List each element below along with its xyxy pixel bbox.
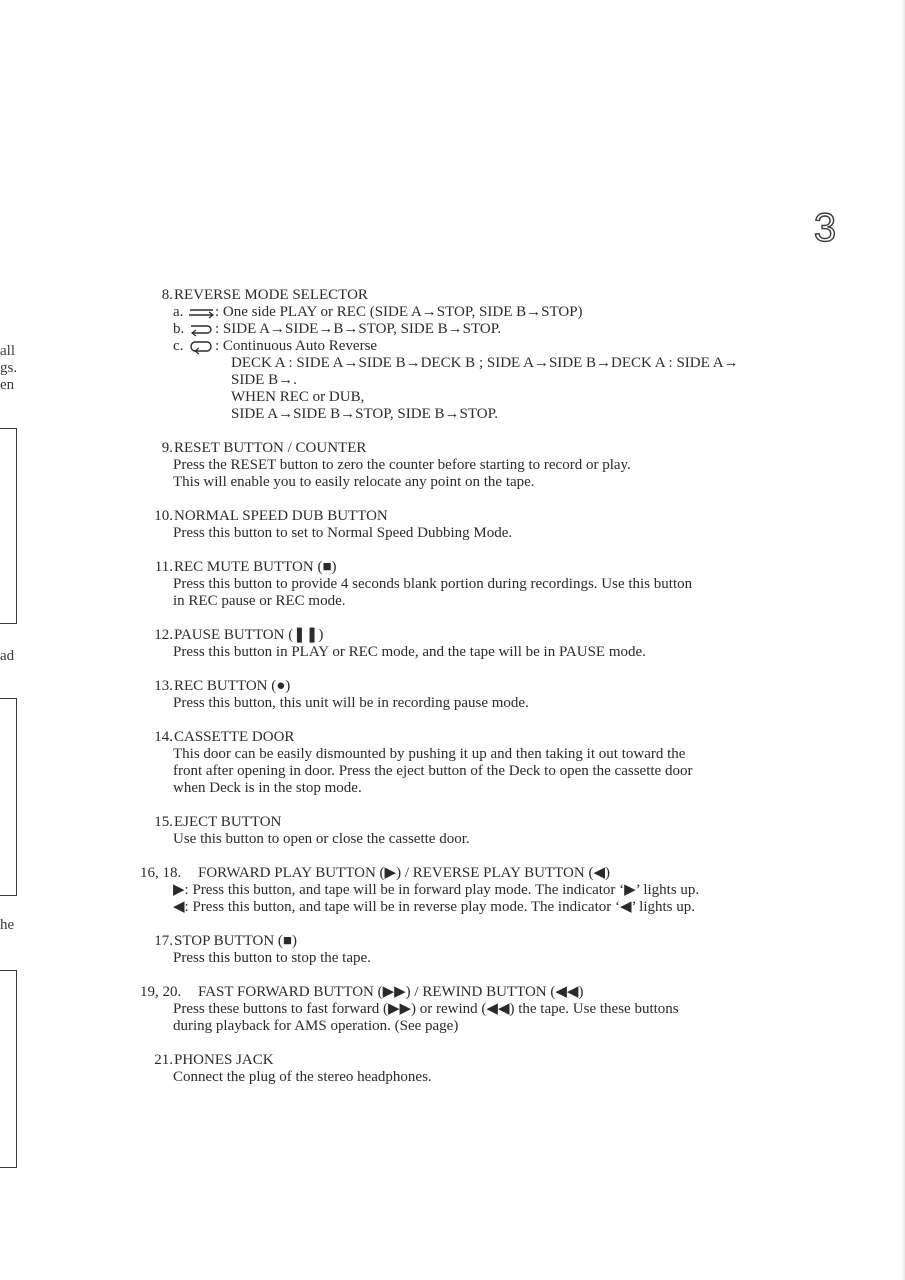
item-description-line: Press this button to stop the tape. <box>173 950 371 966</box>
mode-detail-line: SIDE A→SIDE B→STOP, SIDE B→STOP. <box>231 406 499 422</box>
mode-letter: c. <box>173 338 184 354</box>
item-description-line: Press this button in PLAY or REC mode, and the tape will be in PAUSE mode. <box>173 644 646 660</box>
item-title: STOP BUTTON (■) <box>174 933 297 949</box>
item-number: 9. <box>161 440 173 456</box>
item-number: 12. <box>154 627 173 643</box>
mode-letter: a. <box>173 304 184 320</box>
mode-description: : SIDE A→SIDE→B→STOP, SIDE B→STOP. <box>215 321 502 337</box>
item-number: 19, 20. <box>140 984 182 1000</box>
page-number <box>808 205 842 247</box>
item-title: NORMAL SPEED DUB BUTTON <box>174 508 388 524</box>
mode-row <box>173 321 840 338</box>
item-number: 10. <box>154 508 173 524</box>
margin-box-edge <box>0 428 17 624</box>
item-title: RESET BUTTON / COUNTER <box>174 440 367 456</box>
mode-detail-line: SIDE B→. <box>231 372 297 388</box>
mode-detail-line: WHEN REC or DUB, <box>231 389 365 405</box>
mode-detail-line: DECK A : SIDE A→SIDE B→DECK B ; SIDE A→SIDE B→DECK A : SIDE A→ <box>231 355 739 371</box>
list-item <box>140 729 840 797</box>
item-description-line: Use this button to open or close the cassette door. <box>173 831 470 847</box>
mode-description: : One side PLAY or REC (SIDE A→STOP, SIDE B→STOP) <box>215 304 583 320</box>
list-item <box>140 933 840 967</box>
item-title: CASSETTE DOOR <box>174 729 295 745</box>
item-number: 11. <box>154 559 173 575</box>
mode-letter: b. <box>173 321 185 337</box>
item-number: 15. <box>154 814 173 830</box>
item-description-line: ◀: Press this button, and tape will be in reverse play mode. The indicator ‘◀’ lights up. <box>173 899 695 915</box>
item-description-line: Connect the plug of the stereo headphones. <box>173 1069 432 1085</box>
mode-row <box>173 338 840 355</box>
margin-fragment: gs. <box>0 360 18 376</box>
list-item <box>140 559 840 610</box>
continuous-reverse-mode-icon <box>187 338 215 355</box>
item-title: FORWARD PLAY BUTTON (▶) / REVERSE PLAY BUTTON (◀) <box>198 865 610 881</box>
item-description-line: front after opening in door. Press the eject button of the Deck to open the cassette door <box>173 763 693 779</box>
item-description-line: This will enable you to easily relocate any point on the tape. <box>173 474 535 490</box>
margin-fragment: en <box>0 377 15 393</box>
item-title: REC MUTE BUTTON (■) <box>174 559 337 575</box>
side-a-to-b-mode-icon <box>187 321 215 338</box>
item-number: 13. <box>154 678 173 694</box>
list-item <box>140 440 840 491</box>
margin-fragment: ad <box>0 648 15 664</box>
item-description-line: when Deck is in the stop mode. <box>173 780 362 796</box>
item-title: REC BUTTON (●) <box>174 678 291 694</box>
item-title: FAST FORWARD BUTTON (▶▶) / REWIND BUTTON (◀◀) <box>198 984 584 1000</box>
list-item <box>140 627 840 661</box>
item-description-line: during playback for AMS operation. (See page) <box>173 1018 459 1034</box>
margin-box-edge <box>0 698 17 896</box>
mode-row <box>173 304 840 321</box>
margin-fragment: all <box>0 343 15 359</box>
item-description-line: Press the RESET button to zero the counter before starting to record or play. <box>173 457 631 473</box>
list-item <box>140 678 840 712</box>
item-number: 21. <box>154 1052 173 1068</box>
item-description-line: This door can be easily dismounted by pushing it up and then taking it out toward the <box>173 746 686 762</box>
item-title: PHONES JACK <box>174 1052 274 1068</box>
list-item <box>140 287 840 423</box>
item-description-line: ▶: Press this button, and tape will be in forward play mode. The indicator ‘▶’ lights up. <box>173 882 700 898</box>
item-description-line: Press these buttons to fast forward (▶▶) or rewind (◀◀) the tape. Use these buttons <box>173 1001 679 1017</box>
item-title: PAUSE BUTTON (❚❚) <box>174 627 324 643</box>
item-description-line: Press this button to set to Normal Speed Dubbing Mode. <box>173 525 513 541</box>
margin-fragment: he <box>0 917 15 933</box>
item-description-line: in REC pause or REC mode. <box>173 593 346 609</box>
one-side-mode-icon <box>187 304 215 321</box>
mode-description: : Continuous Auto Reverse <box>215 338 378 354</box>
page-number-text: 3 <box>813 206 837 247</box>
item-title: REVERSE MODE SELECTOR <box>174 287 368 303</box>
item-number: 14. <box>154 729 173 745</box>
page-edge-shadow <box>901 0 905 1280</box>
list-item <box>140 814 840 848</box>
list-item <box>140 1052 840 1086</box>
list-item <box>140 508 840 542</box>
item-number: 16, 18. <box>140 865 182 881</box>
item-number: 8. <box>161 287 173 303</box>
list-item <box>140 984 840 1035</box>
list-item <box>140 865 840 916</box>
instructions-list <box>140 287 840 1103</box>
item-title: EJECT BUTTON <box>174 814 282 830</box>
item-description-line: Press this button to provide 4 seconds blank portion during recordings. Use this button <box>173 576 693 592</box>
item-description-line: Press this button, this unit will be in recording pause mode. <box>173 695 529 711</box>
margin-box-edge <box>0 970 17 1168</box>
item-number: 17. <box>154 933 173 949</box>
